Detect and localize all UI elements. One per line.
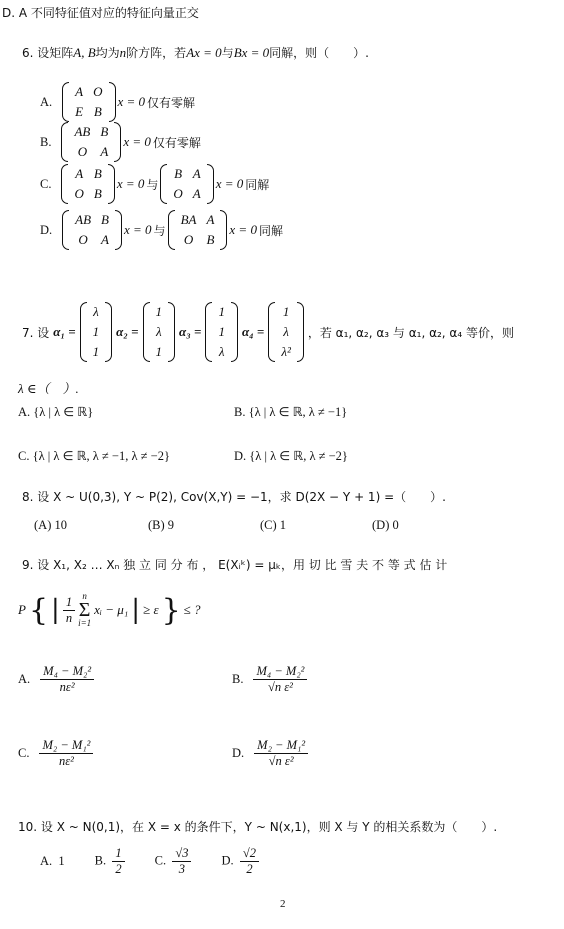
q10-options [40,846,259,877]
q6-option-and: 与 [153,223,166,238]
q9-option-fraction: $\frac{\text{M₂ − M₁²}}{\text{√n ε²}}$ [254,738,308,769]
q9-option-label: C. [18,746,30,760]
q8-option-b: (B) 9 [148,518,175,532]
q9-prob-frac: $\frac{1}{n}$ [63,595,75,626]
q5-option-d: D. A 不同特征值对应的特征向量正交 [2,6,199,20]
q6-stem-mid2: 阶方阵，若 [126,46,187,60]
q9-option-label: B. [232,672,244,686]
q7-number: 7. 设 [22,325,50,340]
q9-option-c [18,738,93,769]
q8-option-a: (A) 10 [34,518,67,532]
q9-p: P [18,602,26,617]
q8-option-d: (D) 0 [372,518,399,532]
q6-option-b [40,122,201,162]
q7-a3-label: α₃ = [179,324,202,339]
q6-option-rhs-2: x = 0 [215,176,244,191]
q6-option-rhs: x = 0 [123,134,151,149]
q9-option-a [18,664,94,695]
q6-option-rhs-2: x = 0 [229,222,257,237]
q9-probability [18,592,201,628]
q6-option-label: A. [40,94,53,109]
q6-option-text: 仅有零解 [147,95,196,110]
q7-a1-label: α₁ = [53,324,76,339]
q9-prob-tail: ≥ ε [143,602,159,617]
q9-option-d [232,738,308,769]
q9-option-fraction: $\frac{\text{M₄ − M₂²}}{\text{√n ε²}}$ [253,664,307,695]
q9-prob-end: ≤ ? [183,602,201,617]
q9-stem: 9. 设 X₁, X₂ … Xₙ 独 立 同 分 布 ， E(Xᵢᵏ) = μₖ，用 切 比 雪 夫 不 等 式 估 计 [22,558,448,572]
q6-option-label: B. [40,134,52,149]
q6-option-matrix: A O E B [62,82,115,122]
q6-option-label: C. [40,176,52,191]
q8-stem: 8. 设 X ~ U(0,3), Y ~ P(2), Cov(X,Y) = −1，求 D(2X − Y + 1) =（ ）. [22,490,446,504]
q6-stem [22,42,369,61]
q7-vector-3: 1 1 λ [205,302,238,362]
q6-option-matrix: A B O B [61,164,114,204]
q7-tail: ，若 α₁, α₂, α₃ 与 α₁, α₂, α₄ 等价，则 [307,325,514,340]
q7-a4-label: α₄ = [241,324,265,339]
q7-vector-1: λ 1 1 [80,302,113,362]
q9-sum: n Σ i=1 [78,591,92,628]
q6-option-and: 与 [146,177,159,192]
q6-option-rhs: x = 0 [117,94,146,109]
q8-option-c: (C) 1 [260,518,287,532]
q6-option-c [40,164,269,204]
q6-stem-mid3: 与 [221,46,234,60]
q6-option-d [40,210,283,250]
q9-option-b [232,664,307,695]
q10-option-b: B. $\frac{1}{2}$ [95,846,125,877]
q6-option-text: 同解 [245,177,270,192]
q6-option-matrix: AB B O A [62,210,122,250]
q7-option-b: B. {λ | λ ∈ ℝ, λ ≠ −1} [234,405,348,419]
q6-option-matrix-2: B A O A [160,164,213,204]
q9-option-label: A. [18,672,31,686]
q9-option-label: D. [232,746,245,760]
q9-abs-left: | [51,595,60,625]
q6-option-matrix: AB B O A [61,122,121,162]
q7-a2-label: α₂ = [116,324,139,339]
q6-stem-mid: 均为 [95,46,120,60]
q6-option-matrix-2: BA A O B [168,210,228,250]
q6-option-text: 同解 [258,223,283,238]
q10-option-d: D. $\frac{√2}{2}$ [221,846,259,877]
q6-option-rhs: x = 0 [116,176,145,191]
q9-option-fraction: $\frac{\text{M₂ − M₁²}}{\text{nε²}}$ [39,738,93,769]
q7-stem [22,302,514,362]
q10-stem: 10. 设 X ~ N(0,1)，在 X = x 的条件下，Y ~ N(x,1)，则 X 与 Y 的相关系数为（ ）. [18,820,498,834]
q9-brace-right: } [161,592,181,628]
q6-stem-prefix: 6. 设矩阵 [22,46,74,60]
q6-option-text: 仅有零解 [152,135,201,150]
q7-stem2: λ ∈（ ）. [18,381,79,396]
q7-option-d: D. {λ | λ ∈ ℝ, λ ≠ −2} [234,449,348,463]
q9-option-fraction: $\frac{\text{M₄ − M₂²}}{\text{nε²}}$ [40,664,94,695]
q6-option-a [40,82,195,122]
q6-option-rhs: x = 0 [124,222,152,237]
q6-stem-ab: A, B [73,45,96,60]
q9-brace-left: { [28,592,49,628]
q7-vector-2: 1 λ 1 [143,302,176,362]
q6-option-label: D. [40,222,53,237]
q9-prob-body: xᵢ − μ₁ [94,602,129,617]
q6-stem-ax: Ax = 0 [186,45,222,60]
q10-option-a: A. 1 [40,854,65,868]
q9-abs-right: | [131,595,141,625]
q10-option-c: C. $\frac{√3}{3}$ [155,846,192,877]
q6-stem-bx: Bx = 0 [233,45,270,60]
q6-stem-n: n [119,45,127,60]
q7-vector-4: 1 λ λ² [268,302,304,362]
page-number: 2 [280,898,286,910]
q6-stem-end: 同解，则（ ）. [269,46,369,60]
q7-option-c: C. {λ | λ ∈ ℝ, λ ≠ −1, λ ≠ −2} [18,449,170,463]
q7-option-a: A. {λ | λ ∈ ℝ} [18,405,94,419]
